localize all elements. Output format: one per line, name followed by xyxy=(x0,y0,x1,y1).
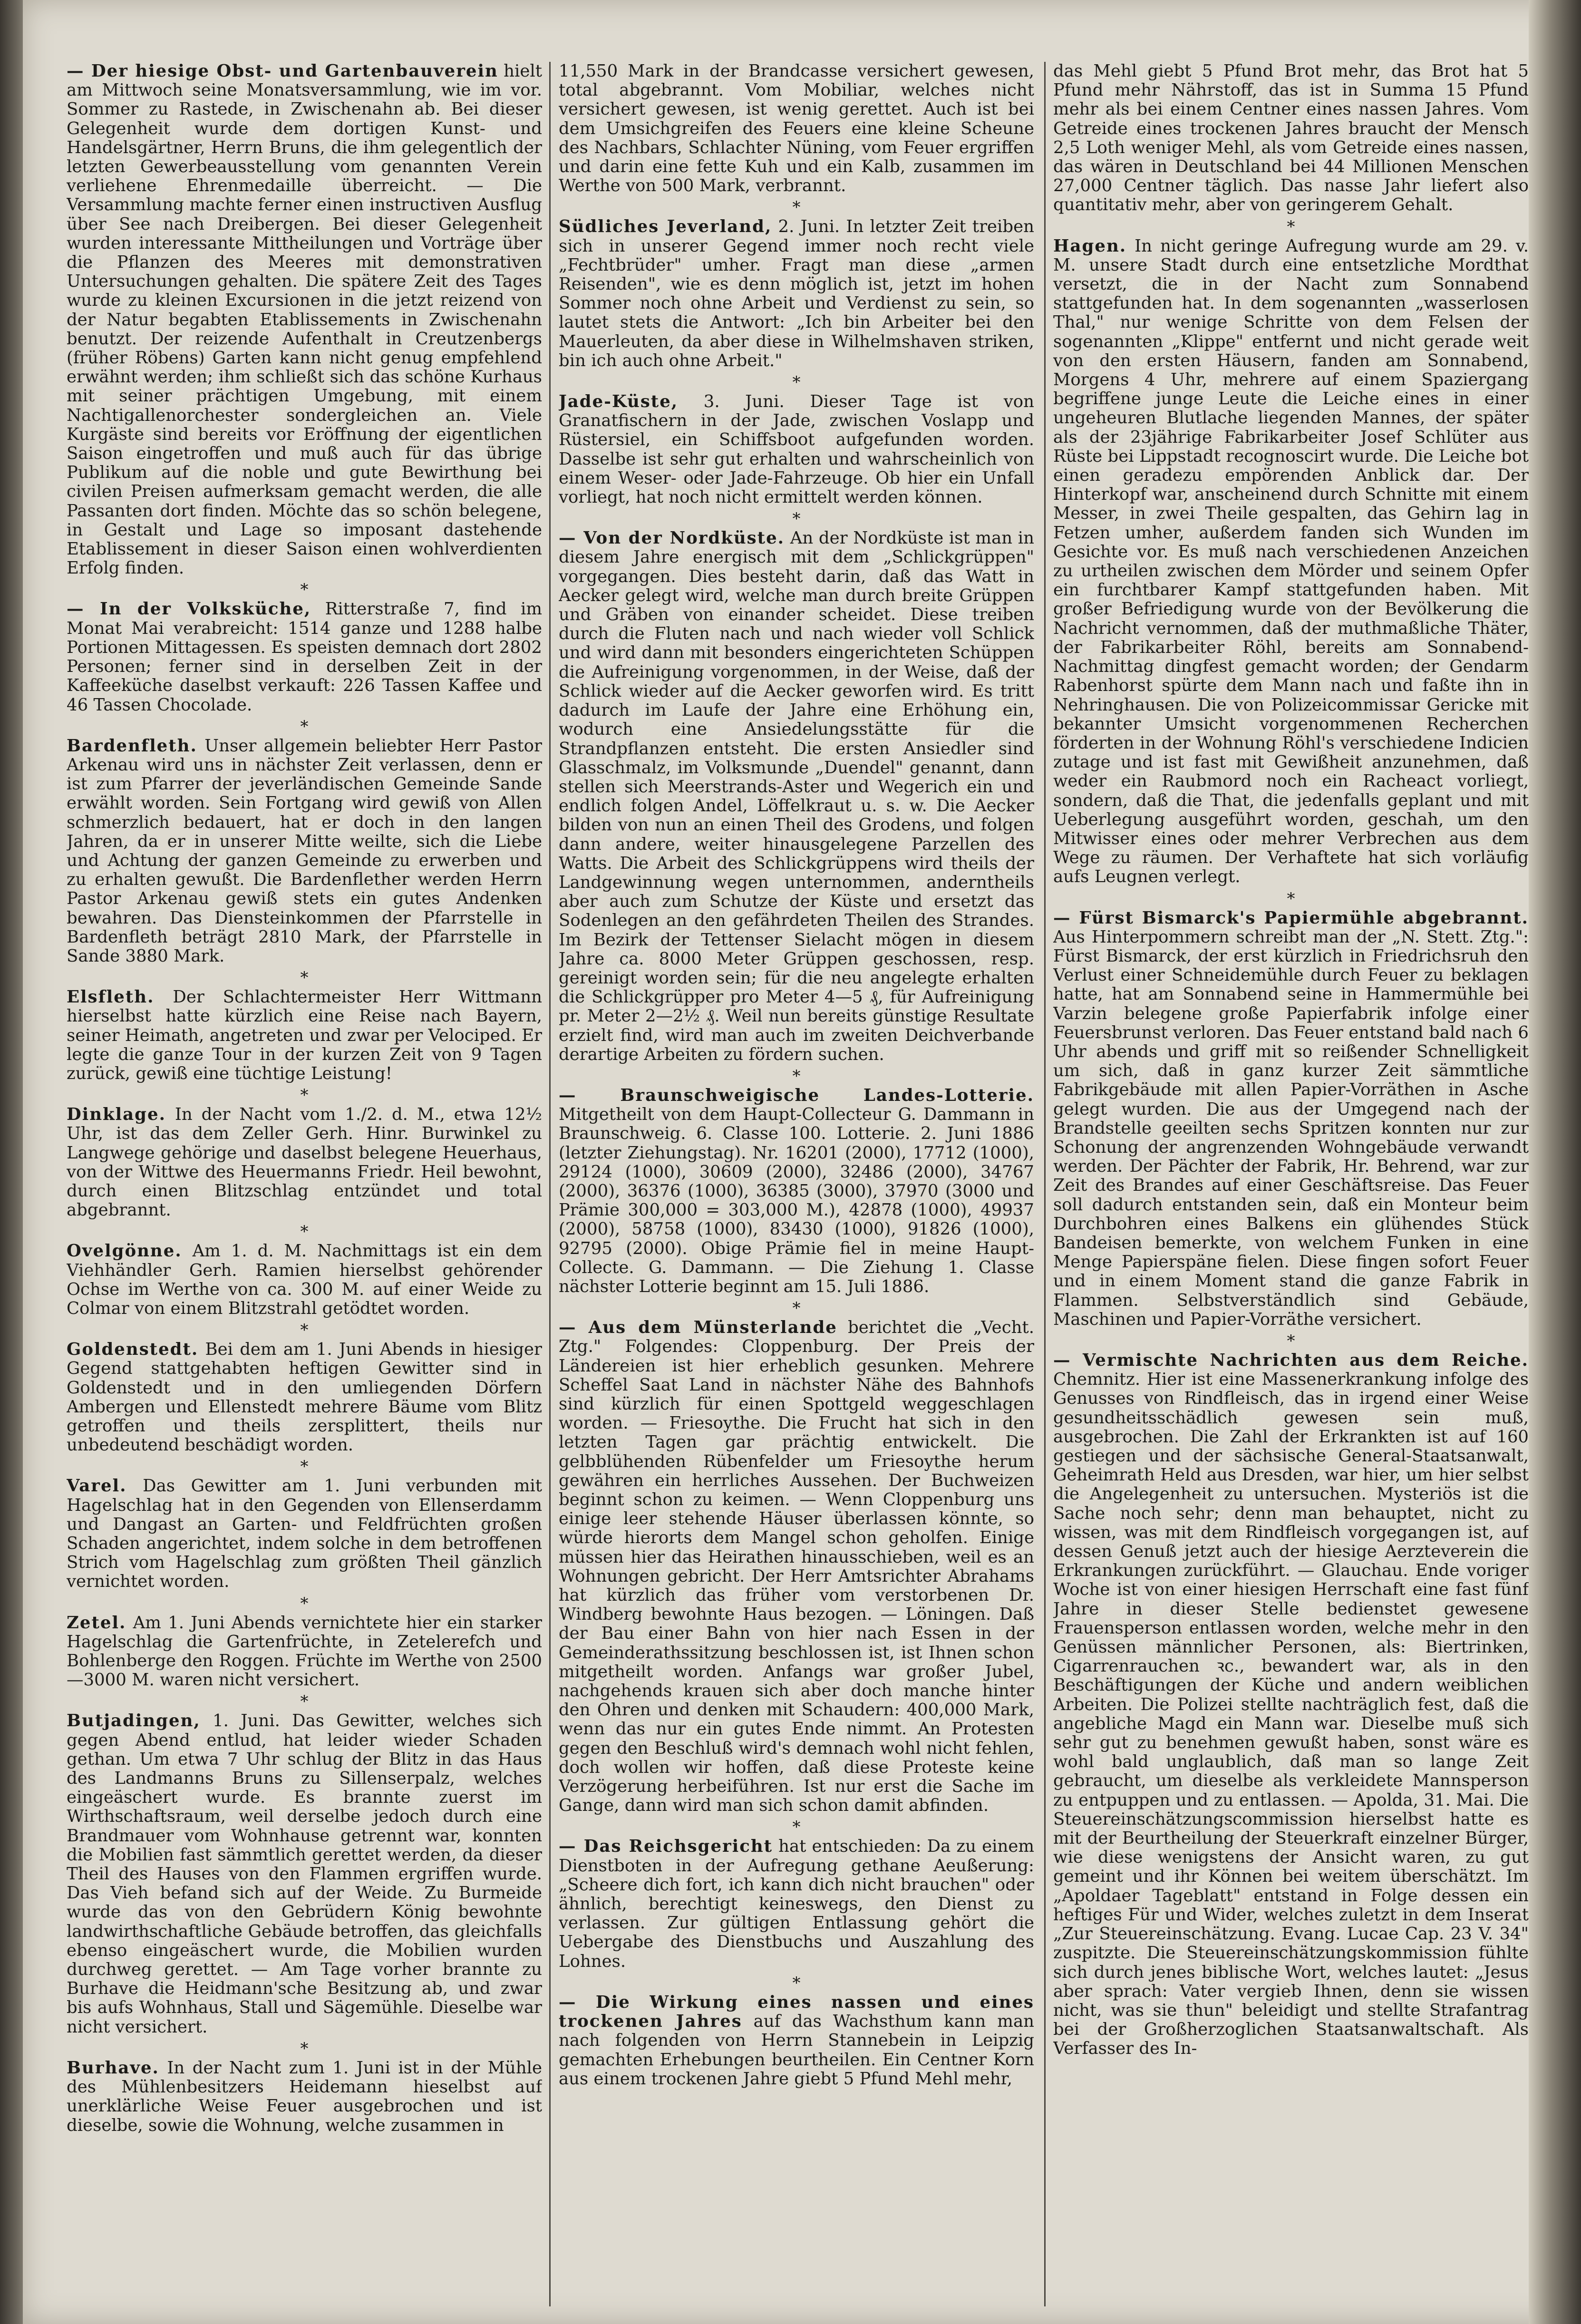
news-article xyxy=(67,1477,542,1591)
news-article xyxy=(67,1105,542,1220)
news-article xyxy=(559,1086,1034,1296)
news-article xyxy=(559,392,1034,507)
article-headline: — Braunschweigische Landes-Lotterie. xyxy=(559,1085,1034,1105)
article-separator-asterisk: * xyxy=(300,1321,309,1340)
news-article xyxy=(67,988,542,1083)
article-headline: Südliches Jeverland, xyxy=(559,217,772,237)
article-separator-asterisk: * xyxy=(300,2039,309,2058)
article-body: Unser allgemein beliebter Herr Pastor Arkenau wird uns in nächster Zeit verlassen, denn er ist zum Pfarrer der jeverländischen Gemeinde Sande erwählt worden. Sein Fortgang wird gewiß von Allen schmerzlich bedauert, hat er doch in den langen Jahren, da er in unserer Mitte weilte, sich die Liebe und Achtung der ganzen Gemeinde zu erwerben und zu erhalten gewußt. Die Bardenflether werden Herrn Pastor Arkenau gewiß stets ein gutes Andenken bewahren. Das Diensteinkommen der Pfarrstelle in Bardenfleth beträgt 2810 Mark, der Pfarrstelle in Sande 3880 Mark. xyxy=(67,736,542,966)
article-body: Chemnitz. Hier ist eine Massenerkrankung infolge des Genusses von Rindfleisch, das in irgend einer Weise gesundheitsschädlich gewesen sein muß, ausgebrochen. Die Zahl der Erkrankten ist auf 160 gestiegen und der sächsische General-Staatsanwalt, Geheimrath Held aus Dresden, war hier, um hier selbst die Angelegenheit zu untersuchen. Mysteriös ist die Sache noch sehr; denn man behauptet, nicht zu wissen, was mit dem Rindfleisch vorgegangen ist, auf dessen Genuß jetzt auch der hiesige Aerzteverein die Erkrankungen zurückführt. — Glauchau. Ende voriger Woche ist von einer hiesigen Herrschaft eine fast fünf Jahre in dieser Stelle bedienstet gewesene Frauensperson entlassen worden, welche mehr in den Genüssen männlicher Personen, als: Biertrinken, Cigarrenrauchen ꝛc., bewandert war, als in den Beschäftigungen der Küche und andern weiblichen Arbeiten. Die Polizei stellte nachträglich fest, daß die angebliche Magd ein Mann war. Dieselbe muß sich sehr gut zu benehmen gewußt haben, sonst wäre es wohl bald unglaublich, daß man so lange Zeit gebraucht, um dieselbe als verkleidete Mannsperson zu entpuppen und zu entlassen. — Apolda, 31. Mai. Die Steuereinschätzungscommission hierselbst hatte es mit der Beurtheilung der Steuerkraft einzelner Bürger, wie diese wenigstens der Ansicht waren, zu gut gemeint und ihr Können bei weitem überschätzt. Im „Apoldaer Tageblatt" entstand in Folge dessen ein heftiges Für und Wider, welches zuletzt in dem Inserat „Zur Steuereinschätzung. Evang. Lucae Cap. 23 V. 34" zuspitzte. Die Steuereinschätzungskommission fühlte sich durch jenes biblische Wort, welches lautet: „Jesus aber sprach: Vater vergieb Ihnen, denn sie wissen nicht, was sie thun" beleidigt und stellte Strafantrag bei der Großherzoglichen Staatsanwaltschaft. Als Verfasser des In- xyxy=(1053,1370,1529,2059)
news-article xyxy=(559,1318,1034,1815)
text-column-3 xyxy=(1053,62,1529,2306)
news-article xyxy=(559,529,1034,1064)
article-separator-asterisk: * xyxy=(300,580,309,600)
article-separator-asterisk: * xyxy=(300,1594,309,1613)
article-body: In der Nacht vom 1./2. d. M., etwa 12½ Uhr, ist das dem Zeller Gerh. Hinr. Burwinkel zu Langwege gehörige und daselbst belegene Heuerhaus, von der Wittwe des Heuermanns Friedr. Heil bewohnt, durch einen Blitzschlag entzündet und total abgebrannt. xyxy=(67,1105,542,1220)
article-body: In nicht geringe Aufregung wurde am 29. v. M. unsere Stadt durch eine entsetzliche Mordthat versetzt, die in der Nacht zum Sonnabend stattgefunden hat. In dem sogenannten „wasserlosen Thal," nur wenige Schritte von dem Felsen der sogenannten „Klippe" entfernt und nicht gerade weit von den ersten Häusern, fanden am Sonnabend, Morgens 4 Uhr, mehrere auf einem Spaziergang begriffene junge Leute die Leiche eines in einer ungeheuren Blutlache liegenden Mannes, der später als der 23jährige Fabrikarbeiter Josef Schlüter aus Rüste bei Lippstadt recognoscirt wurde. Die Leiche bot einen geradezu empörenden Anblick dar. Der Hinterkopf war, anscheinend durch Schnitte mit einem Messer, in zwei Theile gespalten, das Gehirn lag in Fetzen umher, außerdem fanden sich Wunden im Gesichte vor. Es muß nach verschiedenen Anzeichen zu urtheilen zwischen dem Mörder und seinem Opfer ein furchtbarer Kampf stattgefunden haben. Mit großer Befriedigung wurde von der Bevölkerung die Nachricht vernommen, daß der muthmaßliche Thäter, der Fabrikarbeiter Röhl, bereits am Sonnabend-Nachmittag dingfest gemacht worden; der Gendarm Rabenhorst spürte dem Mann nach und faßte ihn in Nehringhausen. Die von Polizeicommissar Gericke mit bekannter Umsicht vorgenommenen Recherchen förderten in der Wohnung Röhl's verschiedene Indicien zutage und ist fast mit Gewißheit anzunehmen, daß weder ein Raubmord noch ein Racheact vorliegt, sondern, daß die That, die jedenfalls geplant und mit Ueberlegung ausgeführt worden, geschah, um den Mitwisser eines oder mehrer Verbrechen aus dem Wege zu räumen. Der Verhaftete hat sich vorläufig aufs Leugnen verlegt. xyxy=(1053,236,1529,887)
article-body: Der Schlachtermeister Herr Wittmann hierselbst hatte kürzlich eine Reise nach Bayern, seiner Heimath, angetreten und zwar per Velociped. Er legte die ganze Tour in der kurzen Zeit von 9 Tagen zurück, gewiß eine tüchtige Leistung! xyxy=(67,987,542,1083)
article-body: An der Nordküste ist man in diesem Jahre energisch mit dem „Schlickgrüppen" vorgegangen. Dies besteht darin, daß das Watt in Aecker gelegt wird, welche man durch breite Grüppen und Gräben von einander scheidet. Diese treiben durch die Fluten nach und nach wieder voll Schlick und wird dann mit besonders eingerichteten Schüppen die Aufreinigung vorgenommen, in der Weise, daß der Schlick wieder auf die Aecker geworfen wird. Es tritt dadurch im Laufe der Jahre eine Erhöhung ein, wodurch eine Ansiedelungsstätte für die Strandpflanzen entsteht. Die ersten Ansiedler sind Glasschmalz, im Volksmunde „Duendel" genannt, dann stellen sich Meerstrands-Aster und Wegerich ein und endlich folgen Andel, Löffelkraut u. s. w. Die Aecker bilden von nun an einen Theil des Grodens, und folgen dann andere, weiter hinausgelegene Parzellen des Watts. Die Arbeit des Schlickgrüppens wird theils der Landgewinnung wegen unternommen, anderntheils aber auch zum Schutze der Küste und ersetzt das Sodenlegen an den gefährdeten Theilen des Strandes. Im Bezirk der Tettenser Sielacht mögen in diesem Jahre ca. 8000 Meter Grüppen geschossen, resp. gereinigt worden sein; für die neu angelegte erhalten die Schlickgrüpper pro Meter 4—5 ₰, für Aufreinigung pr. Meter 2—2½ ₰. Weil nun bereits günstige Resultate erzielt find, wird man auch im zweiten Deichverbande derartige Arbeiten zu fördern suchen. xyxy=(559,528,1034,1064)
article-separator-asterisk: * xyxy=(792,198,801,217)
article-headline: Zetel. xyxy=(67,1613,126,1633)
news-article xyxy=(559,1837,1034,1971)
article-separator-asterisk: * xyxy=(300,1086,309,1105)
article-body: In der Nacht zum 1. Juni ist in der Mühle des Mühlenbesitzers Heidemann hieselbst auf unerklärliche Weise Feuer ausgebrochen und ist dieselbe, sowie die Wohnung, welche zusammen in xyxy=(67,2058,542,2135)
article-separator-asterisk: * xyxy=(792,1299,801,1318)
article-body: 1. Juni. Das Gewitter, welches sich gegen Abend entlud, hat leider wieder Schaden gethan. Um etwa 7 Uhr schlug der Blitz in das Haus des Landmanns Bruns zu Sillenserpalz, welches eingeäschert wurde. Es brannte zuerst im Wirthschaftsraum, weil derselbe jedoch durch eine Brandmauer vom Wohnhause getrennt war, konnten die Mobilien fast sämmtlich gerettet werden, da dieser Theil des Hauses von den Flammen ergriffen wurde. Das Vieh befand sich auf der Weide. Zu Burmeide wurde das von den Gebrüdern König bewohnte landwirthschaftliche Gebäude betroffen, das gleichfalls ebenso eingeäschert wurde, die Mobilien wurden durchweg gerettet. — Am Tage vorher brannte zu Burhave die Heidmann'sche Besitzung ab, und zwar bis aufs Wohnhaus, Stall und Sägemühle. Dieselbe war nicht versichert. xyxy=(67,1711,542,2037)
article-body: berichtet die „Vecht. Ztg." Folgendes: Cloppenburg. Der Preis der Ländereien ist hier erheblich gesunken. Mehrere Scheffel Saat Land in nächster Nähe des Bahnhofs sind kürzlich für einen Spottgeld weggeschlagen worden. — Friesoythe. Die Frucht hat sich in den letzten Tagen gar prächtig entwickelt. Die gelbblühenden Rübenfelder um Friesoythe herum gewähren ein herrliches Aussehen. Der Buchweizen beginnt schon zu keimen. — Wenn Cloppenburg uns einige leer stehende Häuser überlassen könnte, so würde hierorts dem Mangel schon geholfen. Einige müssen hier das Heirathen hinausschieben, weil es an Wohnungen gebricht. Der Herr Amtsrichter Abrahams hat kürzlich das früher vom verstorbenen Dr. Windberg bewohnte Haus bezogen. — Löningen. Daß der Bau einer Bahn von hier nach Essen in der Gemeinderathssitzung beschlossen ist, ist Ihnen schon mitgetheilt worden. Anfangs war großer Jubel, nachgehends krauen sich aber doch manche hinter den Ohren und denken mit Schaudern: 400,000 Mark, wenn das nur ein gutes Ende nimmt. An Protesten gegen den Beschluß wird's demnach wohl nicht fehlen, doch wollen wir hoffen, daß diese Proteste keine Verzögerung herbeiführen. Ist nur erst die Sache im Gange, dann wird man sich schon damit abfinden. xyxy=(559,1318,1034,1816)
article-separator-asterisk: * xyxy=(300,1222,309,1242)
article-body: Ritterstraße 7, find im Monat Mai verabreicht: 1514 ganze und 1288 halbe Portionen Mittagessen. Es speisten demnach dort 2802 Personen; ferner sind in derselben Zeit in der Kaffeeküche daselbst verkauft: 226 Tassen Kaffee und 46 Tassen Chocolade. xyxy=(67,599,542,715)
article-body: Am 1. d. M. Nachmittags ist ein dem Viehhändler Gerh. Ramien hierselbst gehörender Ochse im Werthe von ca. 300 M. auf einer Weide zu Colmar von einem Blitzstrahl getödtet worden. xyxy=(67,1241,542,1318)
news-article xyxy=(1053,1351,1529,2059)
article-separator-asterisk: * xyxy=(1287,1332,1295,1351)
article-headline: — Von der Nordküste. xyxy=(559,528,785,548)
article-body: 2. Juni. In letzter Zeit treiben sich in unserer Gegend immer noch recht viele „Fechtbrüder" umher. Fragt man diese „armen Reisenden", wie es denn möglich ist, jetzt im hohen Sommer noch ohne Arbeit und Verdienst zu sein, so lautet stets die Antwort: „Ich bin Arbeiter bei den Mauerleuten, da aber diese in Wilhelmshaven striken, bin ich auch ohne Arbeit." xyxy=(559,217,1034,370)
article-headline: Bardenfleth. xyxy=(67,736,197,756)
column-rule xyxy=(1044,62,1046,2306)
article-separator-asterisk: * xyxy=(792,1066,801,1086)
text-column-1 xyxy=(67,62,542,2306)
news-article xyxy=(67,737,542,966)
article-headline: Varel. xyxy=(67,1476,127,1496)
column-rule xyxy=(549,62,551,2306)
article-headline: Jade-Küste, xyxy=(559,392,679,412)
article-body: Das Gewitter am 1. Juni verbunden mit Hagelschlag hat in den Gegenden von Ellenserdamm und Dangast an Garten- und Feldfrüchten großen Schaden angerichtet, indem solche in dem betroffenen Strich vom Hagelschlag zum größten Theil gänzlich vernichtet worden. xyxy=(67,1476,542,1592)
article-separator-asterisk: * xyxy=(300,1692,309,1711)
article-headline: Elsfleth. xyxy=(67,987,155,1007)
article-separator-asterisk: * xyxy=(792,509,801,529)
article-headline: — Die Wirkung eines nassen und eines trockenen Jahres xyxy=(559,1992,1034,2032)
article-body: das Mehl giebt 5 Pfund Brot mehr, das Brot hat 5 Pfund mehr Nährstoff, das ist in Summa 15 Pfund mehr als bei einem Centner eines nassen Jahres. Vom Getreide eines trockenen Jahres braucht der Mensch 2,5 Loth weniger Mehl, als vom Getreide eines nassen, das wären in Deutschland bei 44 Millionen Menschen 27,000 Centner täglich. Das nasse Jahr liefert also quantitativ mehr, aber von geringerem Gehalt. xyxy=(1053,62,1529,215)
article-body: auf das Wachsthum kann man nach folgenden von Herrn Stannebein in Leipzig gemachten Erhebungen beurtheilen. Ein Centner Korn aus einem trockenen Jahre giebt 5 Pfund Mehl mehr, xyxy=(559,2012,1034,2089)
page-edge-shadow xyxy=(1529,0,1581,2324)
news-article xyxy=(559,217,1034,370)
article-headline: Burhave. xyxy=(67,2058,159,2078)
article-separator-asterisk: * xyxy=(1287,217,1295,236)
article-body: hielt am Mittwoch seine Monatsversammlung, wie im vor. Sommer zu Rastede, in Zwischenahn ab. Bei dieser Gelegenheit wurde dem dortigen Kunst- und Handelsgärtner, Herrn Bruns, die ihm gelegentlich der letzten Gewerbeausstellung vom genannten Verein verliehene Ehrenmedaille überreicht. — Die Versammlung machte ferner einen instructiven Ausflug über See nach Dreibergen. Bei dieser Gelegenheit wurden interessante Mittheilungen und Vorträge über die Pflanzen des Meeres mit demonstrativen Untersuchungen gehalten. Die spätere Zeit des Tages wurde zu kleinen Excursionen in die jetzt reizend von der Natur begabten Etablissements in Zwischenahn benutzt. Der reizende Aufenthalt in Creutzenbergs (früher Röbens) Garten kann nicht genug empfehlend erwähnt werden; ihm schließt sich das schöne Kurhaus mit seiner prächtigen Umgebung, mit einem Nachtigallenorchester sondergleichen an. Viele Kurgäste sind bereits vor Eröffnung der eigentlichen Saison eingetroffen und muß auch für das übrige Publikum auf die noble und gute Bewirthung bei civilen Preisen aufmerksam gemacht werden, die alle Passanten dort finden. Möchte das so schön belegene, in Gestalt und Lage so imposant dastehende Etablissement in dieser Saison einen wohlverdienten Erfolg finden. xyxy=(67,62,542,578)
article-body: 11,550 Mark in der Brandcasse versichert gewesen, total abgebrannt. Vom Mobiliar, welches nicht versichert gewesen, ist wenig gerettet. Auch ist bei dem Umsichgreifen des Feuers eine kleine Scheune des Nachbars, Schlachter Nüning, vom Feuer ergriffen und darin eine fette Kuh und ein Kalb, zusammen im Werthe von 500 Mark, verbrannt. xyxy=(559,62,1034,196)
news-article xyxy=(559,1993,1034,2089)
article-separator-asterisk: * xyxy=(300,968,309,988)
article-headline: Goldenstedt. xyxy=(67,1340,199,1360)
article-body: hat entschieden: Da zu einem Dienstboten in der Aufregung gethane Aeußerung: „Scheere dich fort, ich kann dich nicht brauchen" oder ähnlich, berechtigt keineswegs, den Dienst zu verlassen. Zur gültigen Entlassung gehört die Uebergabe des Dienstbuchs und Auszahlung des Lohnes. xyxy=(559,1837,1034,1971)
article-headline: — Fürst Bismarck's Papiermühle abgebrannt. xyxy=(1053,908,1529,928)
article-headline: Hagen. xyxy=(1053,236,1127,256)
article-headline: Butjadingen, xyxy=(67,1711,201,1731)
news-article xyxy=(1053,909,1529,1329)
article-headline: — In der Volksküche, xyxy=(67,599,311,619)
article-headline: Ovelgönne. xyxy=(67,1241,182,1261)
news-article xyxy=(559,62,1034,195)
article-separator-asterisk: * xyxy=(300,1457,309,1477)
news-article xyxy=(67,600,542,714)
article-separator-asterisk: * xyxy=(1287,889,1295,908)
text-column-2 xyxy=(559,62,1034,2306)
article-body: Aus Hinterpommern schreibt man der „N. Stett. Ztg.": Fürst Bismarck, der erst kürzlich in Friedrichsruh den Verlust einer Schneidemühle durch Feuer zu beklagen hatte, hat am Sonnabend seine in Hammermühle bei Varzin belegene große Papierfabrik infolge einer Feuersbrunst verloren. Das Feuer entstand bald nach 6 Uhr abends und griff mit so reißender Schnelligkeit um sich, daß in ganz kurzer Zeit sämmtliche Fabrikgebäude mit allen Papier-Vorräthen in Asche gelegt wurden. Die aus der Umgegend nach der Brandstelle geeilten sechs Spritzen konnten nur zur Schonung der angrenzenden Wohngebäude verwandt werden. Der Pächter der Fabrik, Hr. Behrend, war zur Zeit des Brandes auf einer Geschäftsreise. Das Feuer soll dadurch entstanden sein, daß ein Monteur beim Durchbohren eines Balkens ein glühendes Stück Bandeisen bemerkte, von welchem Funken in eine Menge Papierspäne fielen. Diese fingen sofort Feuer und in einem Moment stand die ganze Fabrik in Flammen. Selbstverständlich sind Gebäude, Maschinen und Papier-Vorräthe versichert. xyxy=(1053,927,1529,1329)
news-article xyxy=(1053,62,1529,215)
article-separator-asterisk: * xyxy=(792,373,801,392)
article-headline: — Vermischte Nachrichten aus dem Reiche. xyxy=(1053,1351,1529,1370)
article-separator-asterisk: * xyxy=(792,1818,801,1837)
article-body: Am 1. Juni Abends vernichtete hier ein starker Hagelschlag die Gartenfrüchte, in Zetelerefch und Bohlenberge den Roggen. Früchte im Werthe von 2500—3000 M. waren nicht versichert. xyxy=(67,1613,542,1690)
news-article xyxy=(1053,237,1529,887)
article-separator-asterisk: * xyxy=(792,1973,801,1993)
article-body: 3. Juni. Dieser Tage ist von Granatfischern in der Jade, zwischen Voslapp und Rüstersiel, ein Schiffsboot aufgefunden worden. Dasselbe ist sehr gut erhalten und wahrscheinlich von einem Weser- oder Jade-Fahrzeuge. Ob hier ein Unfall vorliegt, hat noch nicht ermittelt werden können. xyxy=(559,392,1034,507)
news-article xyxy=(67,1614,542,1690)
news-article xyxy=(67,62,542,578)
article-headline: — Aus dem Münsterlande xyxy=(559,1318,837,1338)
article-headline: — Das Reichsgericht xyxy=(559,1837,773,1857)
news-article xyxy=(67,1340,542,1455)
news-article xyxy=(67,2059,542,2135)
article-headline: Dinklage. xyxy=(67,1105,166,1125)
article-body: Mitgetheilt von dem Haupt-Collecteur G. Dammann in Braunschweig. 6. Classe 100. Lotterie. 2. Juni 1886 (letzter Ziehungstag). Nr. 16201 (2000), 17712 (1000), 29124 (1000), 30609 (2000), 32486 (2000), 34767 (2000), 36376 (1000), 36385 (3000), 37970 (3000 und Prämie 300,000 = 303,000 M.), 42878 (1000), 49937 (2000), 58758 (1000), 83430 (1000), 91826 (1000), 92795 (2000). Obige Prämie fiel in meine Haupt-Collecte. G. Dammann. — Die Ziehung 1. Classe nächster Lotterie beginnt am 15. Juli 1886. xyxy=(559,1105,1034,1296)
news-article xyxy=(67,1711,542,2036)
article-headline: — Der hiesige Obst- und Gartenbauverein xyxy=(67,62,498,81)
article-body: Bei dem am 1. Juni Abends in hiesiger Gegend stattgehabten heftigen Gewitter sind in Goldenstedt und in den umliegenden Dörfern Ambergen und Ellenstedt mehrere Bäume vom Blitz getroffen und theils zersplittert, theils nur unbedeutend beschädigt worden. xyxy=(67,1340,542,1455)
article-separator-asterisk: * xyxy=(300,717,309,736)
news-article xyxy=(67,1242,542,1318)
